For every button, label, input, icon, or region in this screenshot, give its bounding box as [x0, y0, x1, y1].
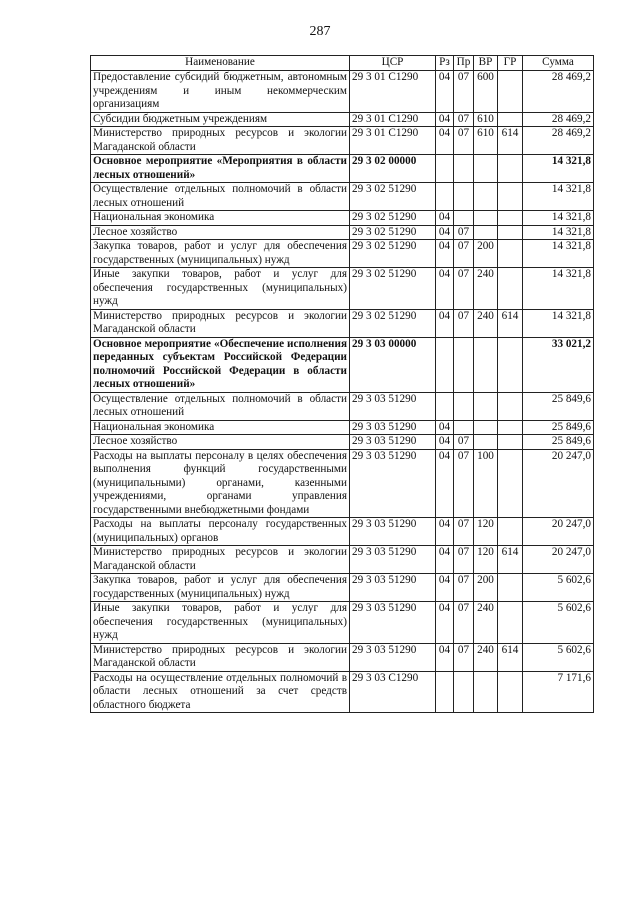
- row-rz-cell: 04: [436, 518, 454, 546]
- row-rz-cell: 04: [436, 574, 454, 602]
- table-row: [91, 127, 594, 155]
- table-row: [91, 183, 594, 211]
- table-row: [91, 392, 594, 420]
- row-vr-cell: 120: [474, 546, 498, 574]
- table-row: [91, 574, 594, 602]
- table-row: [91, 309, 594, 337]
- row-gr-cell: [498, 602, 523, 644]
- row-gr-cell: 614: [498, 643, 523, 671]
- row-vr-cell: [474, 671, 498, 713]
- row-csr-cell: 29 3 02 51290: [350, 225, 436, 240]
- row-csr-cell: 29 3 03 51290: [350, 643, 436, 671]
- row-csr-cell: 29 3 02 00000: [350, 155, 436, 183]
- row-rz-cell: 04: [436, 225, 454, 240]
- row-sum-cell: 14 321,8: [523, 155, 594, 183]
- table-row: [91, 435, 594, 450]
- row-vr-cell: 200: [474, 240, 498, 268]
- row-gr-cell: [498, 435, 523, 450]
- table-row: [91, 643, 594, 671]
- row-csr-cell: 29 3 03 00000: [350, 337, 436, 392]
- row-sum-cell: 33 021,2: [523, 337, 594, 392]
- row-csr-cell: 29 3 03 51290: [350, 546, 436, 574]
- table-row: [91, 155, 594, 183]
- row-gr-cell: 614: [498, 546, 523, 574]
- row-pr-cell: [454, 671, 474, 713]
- table-row: [91, 71, 594, 113]
- row-csr-cell: 29 3 03 51290: [350, 420, 436, 435]
- row-name-cell: Иные закупки товаров, работ и услуг для обеспечения государственных (муниципальных) нужд: [91, 602, 350, 644]
- row-csr-cell: 29 3 02 51290: [350, 268, 436, 310]
- row-csr-cell: 29 3 03 51290: [350, 574, 436, 602]
- row-gr-cell: [498, 183, 523, 211]
- row-rz-cell: [436, 337, 454, 392]
- row-sum-cell: 14 321,8: [523, 211, 594, 226]
- row-rz-cell: [436, 392, 454, 420]
- row-pr-cell: 07: [454, 574, 474, 602]
- row-vr-cell: 240: [474, 309, 498, 337]
- row-gr-cell: 614: [498, 309, 523, 337]
- row-sum-cell: 25 849,6: [523, 435, 594, 450]
- row-pr-cell: 07: [454, 643, 474, 671]
- row-rz-cell: [436, 155, 454, 183]
- row-rz-cell: [436, 671, 454, 713]
- table-row: [91, 211, 594, 226]
- row-gr-cell: [498, 671, 523, 713]
- row-vr-cell: [474, 392, 498, 420]
- row-pr-cell: 07: [454, 240, 474, 268]
- row-pr-cell: 07: [454, 309, 474, 337]
- page-number: 287: [309, 24, 331, 39]
- row-rz-cell: 04: [436, 309, 454, 337]
- header-name: Наименование: [91, 56, 350, 71]
- row-sum-cell: 28 469,2: [523, 127, 594, 155]
- row-rz-cell: 04: [436, 112, 454, 127]
- table-row: [91, 602, 594, 644]
- row-sum-cell: 20 247,0: [523, 546, 594, 574]
- row-name-cell: Предоставление субсидий бюджетным, автономным учреждениям и иным некоммерческим организациям: [91, 71, 350, 113]
- row-pr-cell: 07: [454, 546, 474, 574]
- row-gr-cell: [498, 392, 523, 420]
- row-rz-cell: 04: [436, 127, 454, 155]
- row-vr-cell: 100: [474, 449, 498, 518]
- budget-table: [90, 55, 594, 713]
- row-gr-cell: [498, 211, 523, 226]
- row-gr-cell: [498, 240, 523, 268]
- row-pr-cell: [454, 392, 474, 420]
- table-row: [91, 240, 594, 268]
- row-pr-cell: [454, 155, 474, 183]
- row-sum-cell: 5 602,6: [523, 574, 594, 602]
- row-rz-cell: 04: [436, 420, 454, 435]
- row-pr-cell: [454, 211, 474, 226]
- row-sum-cell: 5 602,6: [523, 643, 594, 671]
- row-sum-cell: 25 849,6: [523, 420, 594, 435]
- row-vr-cell: 240: [474, 268, 498, 310]
- row-sum-cell: 28 469,2: [523, 71, 594, 113]
- row-pr-cell: 07: [454, 602, 474, 644]
- row-csr-cell: 29 3 01 С1290: [350, 112, 436, 127]
- row-rz-cell: 04: [436, 435, 454, 450]
- row-name-cell: Закупка товаров, работ и услуг для обеспечения государственных (муниципальных) нужд: [91, 574, 350, 602]
- row-gr-cell: [498, 71, 523, 113]
- row-pr-cell: 07: [454, 225, 474, 240]
- row-gr-cell: [498, 420, 523, 435]
- row-gr-cell: [498, 574, 523, 602]
- row-pr-cell: 07: [454, 127, 474, 155]
- row-sum-cell: 14 321,8: [523, 240, 594, 268]
- row-name-cell: Расходы на выплаты персоналу в целях обеспечения выполнения функций государственными (муниципальными) органами, казенными учреждениями, органами управления государственными внебюджетными фондами: [91, 449, 350, 518]
- row-vr-cell: [474, 211, 498, 226]
- row-rz-cell: 04: [436, 240, 454, 268]
- row-name-cell: Министерство природных ресурсов и экологии Магаданской области: [91, 127, 350, 155]
- header-csr: ЦСР: [350, 56, 436, 71]
- row-pr-cell: 07: [454, 518, 474, 546]
- row-csr-cell: 29 3 02 51290: [350, 240, 436, 268]
- header-gr: ГР: [498, 56, 523, 71]
- row-gr-cell: [498, 337, 523, 392]
- row-sum-cell: 25 849,6: [523, 392, 594, 420]
- table-row: [91, 337, 594, 392]
- row-vr-cell: 120: [474, 518, 498, 546]
- row-vr-cell: [474, 435, 498, 450]
- header-sum: Сумма: [523, 56, 594, 71]
- row-rz-cell: 04: [436, 643, 454, 671]
- table-row: [91, 225, 594, 240]
- row-vr-cell: [474, 337, 498, 392]
- row-csr-cell: 29 3 03 51290: [350, 435, 436, 450]
- row-name-cell: Лесное хозяйство: [91, 225, 350, 240]
- row-sum-cell: 14 321,8: [523, 183, 594, 211]
- row-name-cell: Основное мероприятие «Мероприятия в области лесных отношений»: [91, 155, 350, 183]
- table-row: [91, 449, 594, 518]
- row-vr-cell: [474, 225, 498, 240]
- table-row: [91, 420, 594, 435]
- row-gr-cell: [498, 518, 523, 546]
- row-name-cell: Национальная экономика: [91, 420, 350, 435]
- row-sum-cell: 14 321,8: [523, 268, 594, 310]
- row-csr-cell: 29 3 01 С1290: [350, 127, 436, 155]
- row-gr-cell: [498, 225, 523, 240]
- row-name-cell: Лесное хозяйство: [91, 435, 350, 450]
- row-sum-cell: 28 469,2: [523, 112, 594, 127]
- row-pr-cell: [454, 183, 474, 211]
- row-rz-cell: 04: [436, 268, 454, 310]
- row-vr-cell: [474, 183, 498, 211]
- row-rz-cell: 04: [436, 71, 454, 113]
- row-pr-cell: 07: [454, 268, 474, 310]
- row-name-cell: Основное мероприятие «Обеспечение исполнения переданных субъектам Российской Федерации полномочий Российской Федерации в области лесных отношений»: [91, 337, 350, 392]
- row-vr-cell: [474, 155, 498, 183]
- row-name-cell: Национальная экономика: [91, 211, 350, 226]
- row-rz-cell: 04: [436, 546, 454, 574]
- row-name-cell: Иные закупки товаров, работ и услуг для обеспечения государственных (муниципальных) нужд: [91, 268, 350, 310]
- row-sum-cell: 7 171,6: [523, 671, 594, 713]
- row-name-cell: Министерство природных ресурсов и экологии Магаданской области: [91, 643, 350, 671]
- row-csr-cell: 29 3 03 51290: [350, 602, 436, 644]
- row-gr-cell: [498, 449, 523, 518]
- row-csr-cell: 29 3 03 51290: [350, 392, 436, 420]
- row-name-cell: Расходы на осуществление отдельных полномочий в области лесных отношений за счет средств областного бюджета: [91, 671, 350, 713]
- row-name-cell: Осуществление отдельных полномочий в области лесных отношений: [91, 392, 350, 420]
- row-pr-cell: 07: [454, 112, 474, 127]
- row-csr-cell: 29 3 02 51290: [350, 183, 436, 211]
- table-row: [91, 268, 594, 310]
- row-vr-cell: 200: [474, 574, 498, 602]
- row-csr-cell: 29 3 02 51290: [350, 309, 436, 337]
- row-rz-cell: 04: [436, 449, 454, 518]
- table-row: [91, 112, 594, 127]
- row-sum-cell: 20 247,0: [523, 518, 594, 546]
- row-name-cell: Министерство природных ресурсов и экологии Магаданской области: [91, 309, 350, 337]
- row-name-cell: Закупка товаров, работ и услуг для обеспечения государственных (муниципальных) нужд: [91, 240, 350, 268]
- row-rz-cell: [436, 183, 454, 211]
- row-sum-cell: 20 247,0: [523, 449, 594, 518]
- table-body: [91, 71, 594, 713]
- row-vr-cell: 240: [474, 602, 498, 644]
- row-csr-cell: 29 3 03 51290: [350, 449, 436, 518]
- row-vr-cell: 600: [474, 71, 498, 113]
- row-pr-cell: 07: [454, 71, 474, 113]
- row-csr-cell: 29 3 01 С1290: [350, 71, 436, 113]
- row-vr-cell: 610: [474, 127, 498, 155]
- row-gr-cell: [498, 112, 523, 127]
- row-vr-cell: 610: [474, 112, 498, 127]
- row-pr-cell: [454, 420, 474, 435]
- row-sum-cell: 14 321,8: [523, 225, 594, 240]
- header-rz: Рз: [436, 56, 454, 71]
- row-gr-cell: [498, 268, 523, 310]
- row-pr-cell: 07: [454, 449, 474, 518]
- row-vr-cell: [474, 420, 498, 435]
- row-pr-cell: 07: [454, 435, 474, 450]
- row-name-cell: Осуществление отдельных полномочий в области лесных отношений: [91, 183, 350, 211]
- header-pr: Пр: [454, 56, 474, 71]
- row-csr-cell: 29 3 03 С1290: [350, 671, 436, 713]
- table-header-row: [91, 56, 594, 71]
- row-pr-cell: [454, 337, 474, 392]
- header-vr: ВР: [474, 56, 498, 71]
- row-vr-cell: 240: [474, 643, 498, 671]
- table-row: [91, 671, 594, 713]
- row-sum-cell: 5 602,6: [523, 602, 594, 644]
- row-name-cell: Расходы на выплаты персоналу государственных (муниципальных) органов: [91, 518, 350, 546]
- row-gr-cell: 614: [498, 127, 523, 155]
- row-rz-cell: 04: [436, 602, 454, 644]
- table-row: [91, 518, 594, 546]
- row-gr-cell: [498, 155, 523, 183]
- row-name-cell: Субсидии бюджетным учреждениям: [91, 112, 350, 127]
- table-row: [91, 546, 594, 574]
- row-csr-cell: 29 3 03 51290: [350, 518, 436, 546]
- row-name-cell: Министерство природных ресурсов и экологии Магаданской области: [91, 546, 350, 574]
- row-csr-cell: 29 3 02 51290: [350, 211, 436, 226]
- row-rz-cell: 04: [436, 211, 454, 226]
- row-sum-cell: 14 321,8: [523, 309, 594, 337]
